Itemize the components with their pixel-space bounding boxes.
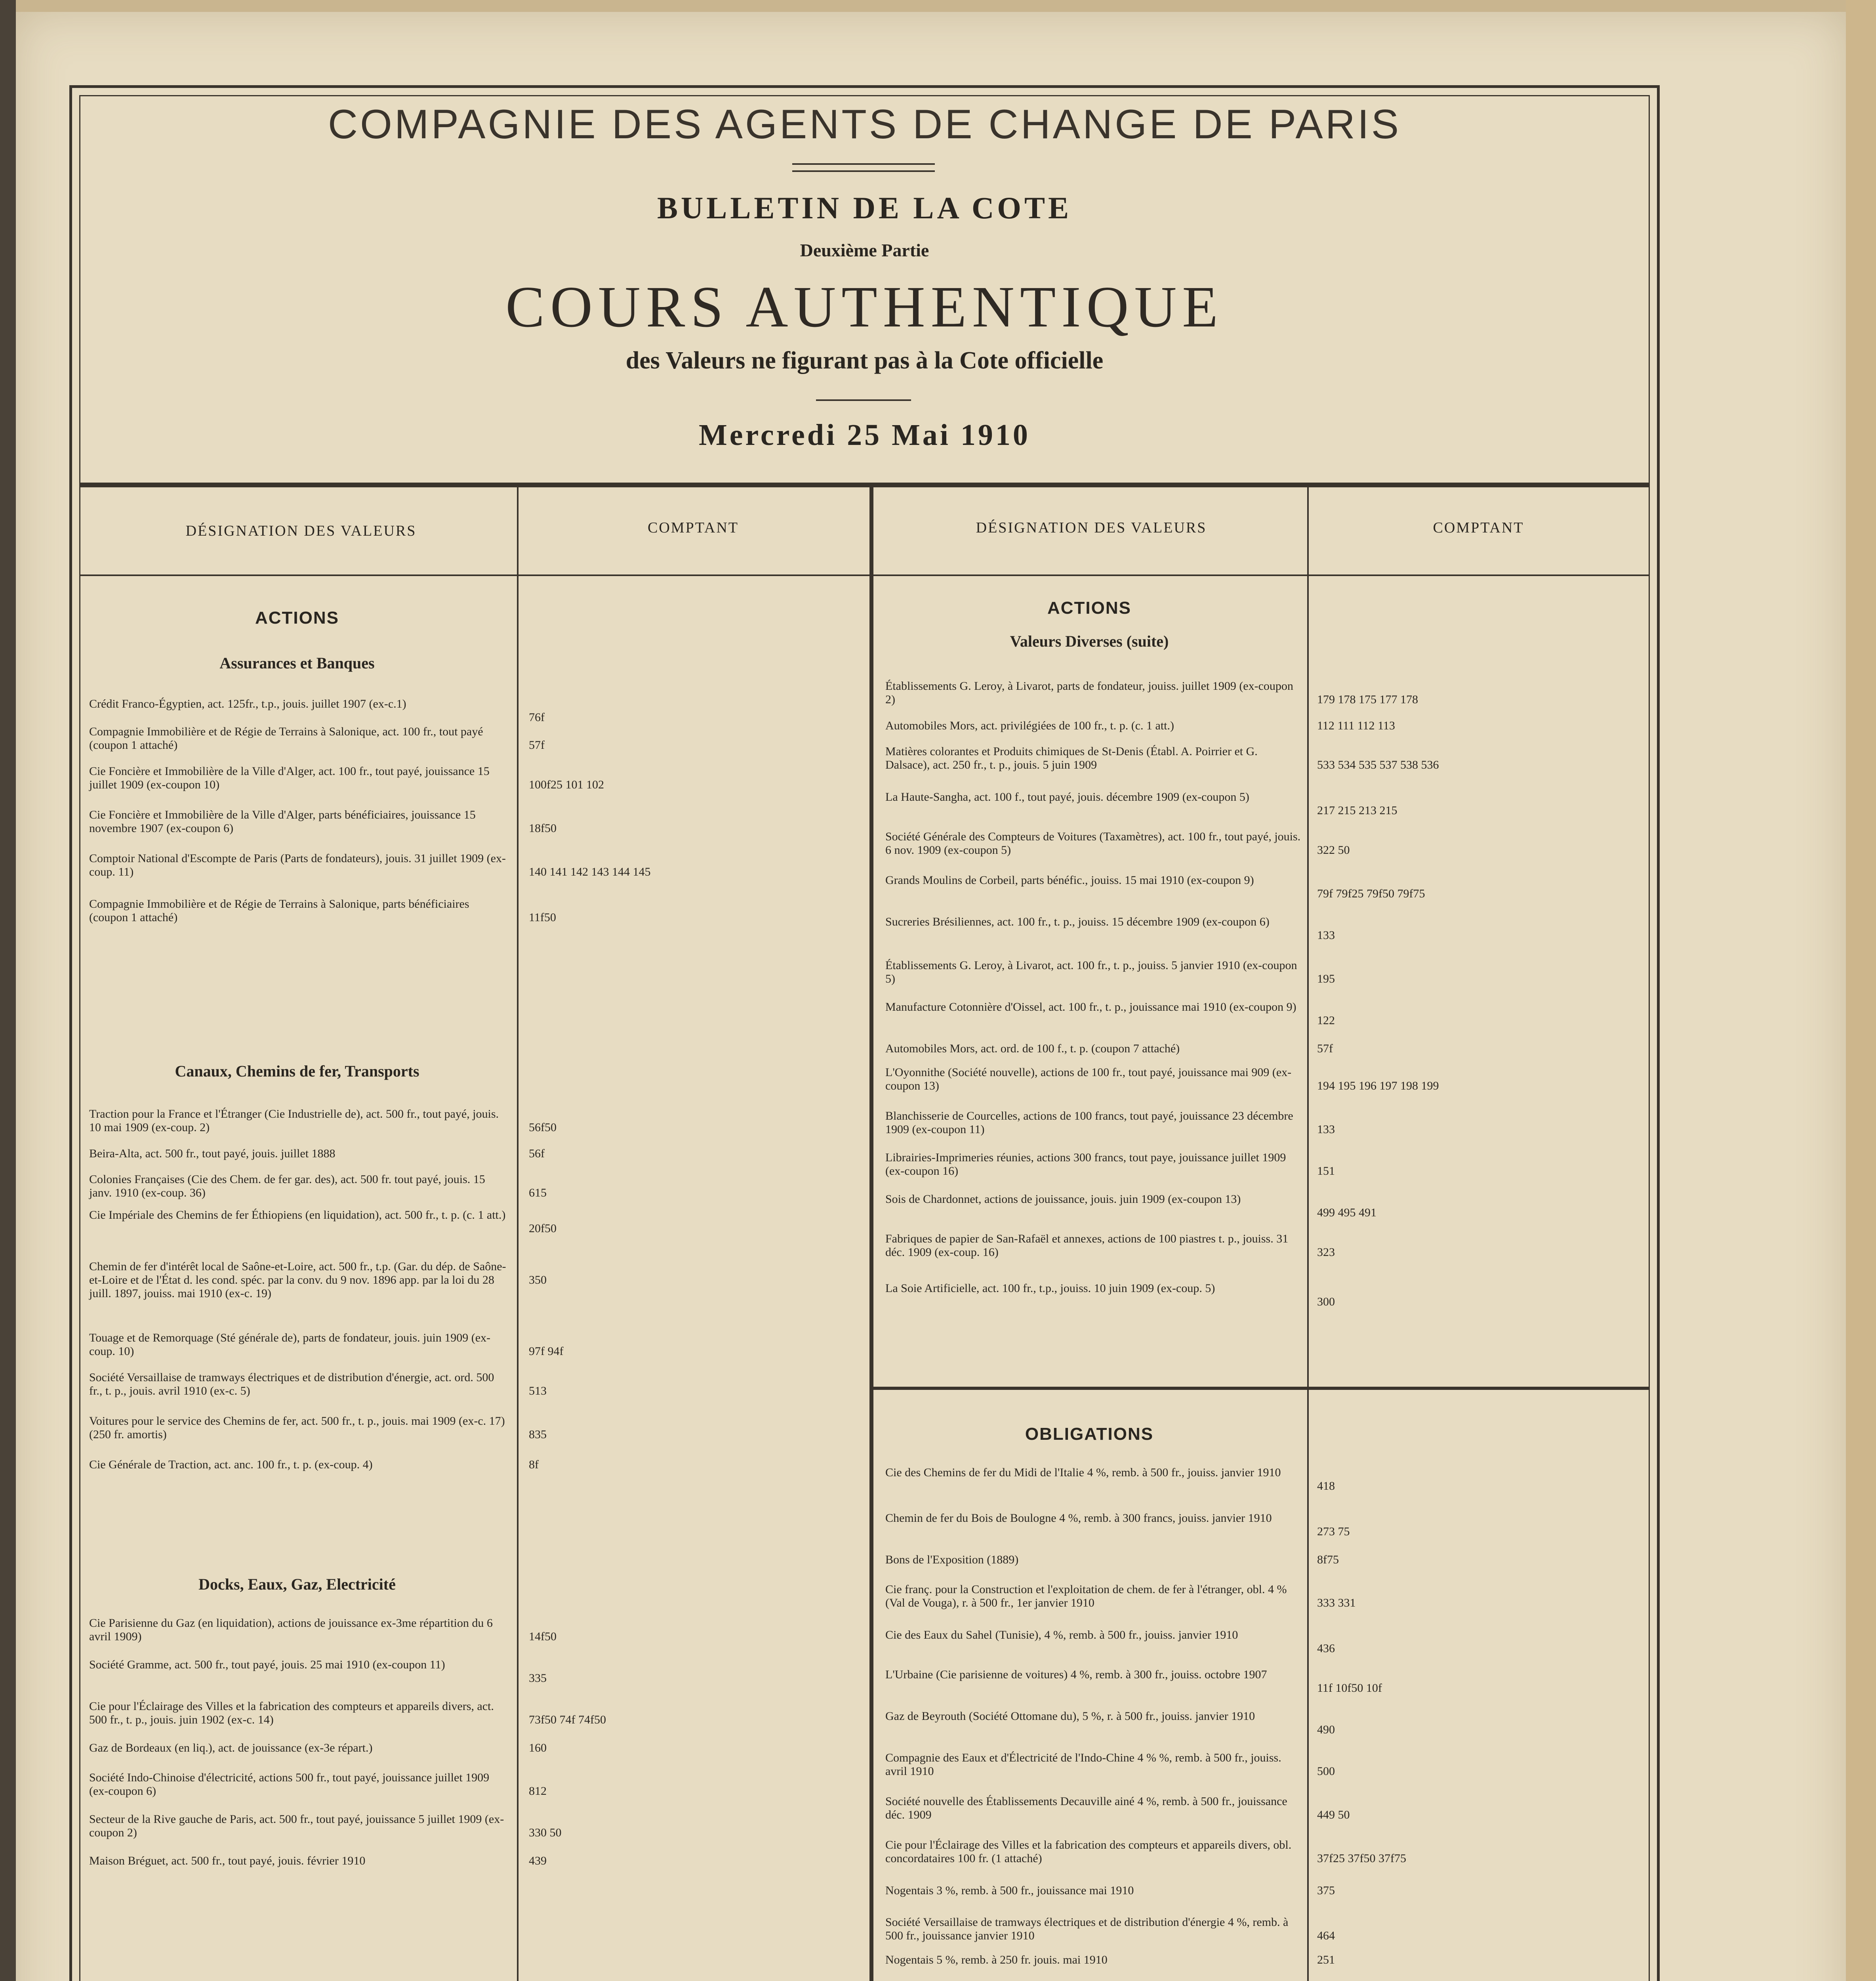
- section-title-canaux: Canaux, Chemins de fer, Transports: [175, 1062, 419, 1080]
- list-item: Établissements G. Leroy, à Livarot, parts de fondateur, jouiss. juillet 1909 (ex-coupon 2): [885, 679, 1293, 706]
- list-item: Nogentais 3 %, remb. à 500 fr., jouissance mai 1910: [885, 1884, 1134, 1897]
- price-value: 323: [1317, 1246, 1335, 1259]
- list-item: Crédit Franco-Égyptien, act. 125fr., t.p., jouis. juillet 1907 (ex-c.1): [89, 697, 406, 710]
- price-value: 449 50: [1317, 1808, 1350, 1821]
- price-value: 330 50: [529, 1826, 562, 1839]
- list-item: Gaz de Beyrouth (Société Ottomane du), 5 %, r. à 500 fr., jouiss. janvier 1910: [885, 1710, 1255, 1723]
- price-value: 300: [1317, 1295, 1335, 1308]
- price-value: 273 75: [1317, 1525, 1350, 1538]
- price-value: 18f50: [529, 822, 557, 835]
- list-item: L'Oyonnithe (Société nouvelle), actions de 100 fr., tout payé, jouissance mai 909 (ex-coupon 13): [885, 1066, 1292, 1092]
- price-value: 499 495 491: [1317, 1206, 1376, 1219]
- list-item: Cie pour l'Éclairage des Villes et la fabrication des compteurs et appareils divers, act. 500 fr., t. p., jouis. juin 1902 (ex-c. 14): [89, 1700, 494, 1726]
- column-header-rule: [79, 574, 1650, 576]
- list-item: Chemin de fer d'intérêt local de Saône-et-Loire, act. 500 fr., t.p. (Gar. du dép. de Saône-et-Loire et de l'État d. les cond. spéc. par la conv. du 9 nov. 1896 app. par la loi du 28 juill. 1897, jouiss. mai 1910 (ex-c. 19): [89, 1260, 506, 1300]
- price-value: 490: [1317, 1723, 1335, 1736]
- price-value: 56f: [529, 1147, 545, 1160]
- price-value: 133: [1317, 929, 1335, 942]
- price-value: 439: [529, 1854, 547, 1867]
- list-item: Blanchisserie de Courcelles, actions de 100 francs, tout payé, jouissance 23 décembre 1909 (ex-coupon 11): [885, 1109, 1293, 1136]
- price-value: 133: [1317, 1123, 1335, 1136]
- list-item: L'Urbaine (Cie parisienne de voitures) 4 %, remb. à 300 fr., jouiss. octobre 1907: [885, 1668, 1267, 1681]
- list-item: Manufacture Cotonnière d'Oissel, act. 100 fr., t. p., jouissance mai 1910 (ex-coupon 9): [885, 1000, 1296, 1013]
- list-item: La Haute-Sangha, act. 100 f., tout payé, jouis. décembre 1909 (ex-coupon 5): [885, 790, 1249, 803]
- price-value: 57f: [529, 739, 545, 752]
- list-item: Société Gramme, act. 500 fr., tout payé, jouis. 25 mai 1910 (ex-coupon 11): [89, 1658, 445, 1671]
- list-item: Automobiles Mors, act. privilégiées de 100 fr., t. p. (c. 1 att.): [885, 719, 1174, 732]
- list-item: Cie pour l'Éclairage des Villes et la fabrication des compteurs et appareils divers, obl. concordataires 100 fr. (1 attaché): [885, 1838, 1292, 1865]
- page-subtitle: des Valeurs ne figurant pas à la Cote officielle: [625, 347, 1104, 374]
- ornament-rule: [792, 163, 935, 172]
- left-comptant-header: COMPTANT: [648, 519, 739, 536]
- list-item: Automobiles Mors, act. ord. de 100 f., t. p. (coupon 7 attaché): [885, 1042, 1180, 1055]
- price-value: 100f25 101 102: [529, 778, 604, 791]
- price-value: 160: [529, 1741, 547, 1754]
- price-value: 8f: [529, 1458, 539, 1471]
- list-item: Cie franç. pour la Construction et l'exploitation de chem. de fer à l'étranger, obl. 4 % (Val de Vouga), r. à 500 fr., 1er janvier 1910: [885, 1583, 1287, 1609]
- price-value: 195: [1317, 972, 1335, 985]
- list-item: Cie Foncière et Immobilière de la Ville d'Alger, act. 100 fr., tout payé, jouissance 15 juillet 1909 (ex-coupon 10): [89, 765, 490, 791]
- price-value: 322 50: [1317, 844, 1350, 857]
- list-item: Librairies-Imprimeries réunies, actions 300 francs, tout paye, jouissance juillet 1909 (ex-coupon 16): [885, 1151, 1286, 1178]
- price-value: 500: [1317, 1765, 1335, 1778]
- section-title-actions: ACTIONS: [255, 608, 339, 628]
- table-top-rule: [79, 483, 1650, 487]
- price-value: 56f50: [529, 1121, 557, 1134]
- page-title: COURS AUTHENTIQUE: [505, 275, 1224, 340]
- price-value: 122: [1317, 1014, 1335, 1027]
- list-item: La Soie Artificielle, act. 100 fr., t.p., jouiss. 10 juin 1909 (ex-coup. 5): [885, 1282, 1215, 1295]
- list-item: Voitures pour le service des Chemins de fer, act. 500 fr., t. p., jouis. mai 1909 (ex-c. 17) (250 fr. amortis): [89, 1414, 505, 1441]
- price-value: 251: [1317, 1953, 1335, 1966]
- binding-edge: [0, 0, 16, 1981]
- ornament-rule-small: [816, 399, 911, 401]
- price-value: 79f 79f25 79f50 79f75: [1317, 887, 1425, 900]
- price-value: 76f: [529, 711, 545, 724]
- company-name: COMPAGNIE DES AGENTS DE CHANGE DE PARIS: [328, 101, 1401, 147]
- section-title-obligations: OBLIGATIONS: [1025, 1424, 1154, 1444]
- list-item: Cie Parisienne du Gaz (en liquidation), actions de jouissance ex-3me répartition du 6 avril 1909): [89, 1616, 493, 1643]
- page-edge: [1846, 0, 1876, 1981]
- list-item: Grands Moulins de Corbeil, parts bénéfic., jouiss. 15 mai 1910 (ex-coupon 9): [885, 874, 1254, 887]
- price-value: 57f: [1317, 1042, 1333, 1055]
- list-item: Compagnie des Eaux et d'Électricité de l'Indo-Chine 4 % %, remb. à 500 fr., jouiss. avril 1910: [885, 1751, 1281, 1778]
- price-value: 8f75: [1317, 1553, 1339, 1566]
- bulletin-date: Mercredi 25 Mai 1910: [699, 418, 1030, 452]
- price-value: 11f50: [529, 911, 556, 924]
- list-item: Nogentais 5 %, remb. à 250 fr. jouis. mai 1910: [885, 1953, 1108, 1966]
- list-item: Société Versaillaise de tramways électriques et de distribution d'énergie, act. ord. 500 fr., t. p., jouis. avril 1910 (ex-c. 5): [89, 1371, 494, 1397]
- inner-frame: [79, 95, 1650, 1981]
- price-value: 179 178 175 177 178: [1317, 693, 1418, 706]
- list-item: Beira-Alta, act. 500 fr., tout payé, jouis. juillet 1888: [89, 1147, 336, 1160]
- list-item: Colonies Françaises (Cie des Chem. de fer gar. des), act. 500 fr. tout payé, jouis. 15 janv. 1910 (ex-coup. 36): [89, 1173, 485, 1199]
- price-value: 14f50: [529, 1630, 557, 1643]
- price-value: 812: [529, 1784, 547, 1798]
- bulletin-title: BULLETIN DE LA COTE: [657, 191, 1072, 225]
- price-value: 11f 10f50 10f: [1317, 1681, 1382, 1695]
- partie-label: Deuxième Partie: [800, 240, 929, 260]
- price-value: 335: [529, 1672, 547, 1685]
- list-item: Société Versaillaise de tramways électriques et de distribution d'énergie 4 %, remb. à 500 fr., jouissance janvier 1910: [885, 1916, 1289, 1942]
- list-item: Cie Générale de Traction, act. anc. 100 fr., t. p. (ex-coup. 4): [89, 1458, 373, 1471]
- price-value: 615: [529, 1186, 547, 1199]
- price-value: 333 331: [1317, 1596, 1356, 1609]
- left-designation-header: DÉSIGNATION DES VALEURS: [185, 523, 417, 539]
- list-item: Société nouvelle des Établissements Decauville ainé 4 %, remb. à 500 fr., jouissance déc. 1909: [885, 1795, 1287, 1821]
- list-item: Secteur de la Rive gauche de Paris, act. 500 fr., tout payé, jouissance 5 juillet 1909 (ex-coupon 2): [89, 1813, 504, 1839]
- list-item: Maison Bréguet, act. 500 fr., tout payé, jouis. février 1910: [89, 1854, 366, 1867]
- right-designation-header: DÉSIGNATION DES VALEURS: [976, 519, 1207, 536]
- list-item: Touage et de Remorquage (Sté générale de), parts de fondateur, jouis. juin 1909 (ex-coup. 10): [89, 1331, 491, 1358]
- right-comptant-header: COMPTANT: [1433, 519, 1524, 536]
- list-item: Cie des Eaux du Sahel (Tunisie), 4 %, remb. à 500 fr., jouiss. janvier 1910: [885, 1628, 1238, 1641]
- list-item: Compagnie Immobilière et de Régie de Terrains à Salonique, parts bénéficiaires (coupon 1 attaché): [89, 897, 469, 924]
- price-value: 37f25 37f50 37f75: [1317, 1852, 1406, 1865]
- list-item: Sois de Chardonnet, actions de jouissance, jouis. juin 1909 (ex-coupon 13): [885, 1193, 1241, 1206]
- price-value: 436: [1317, 1642, 1335, 1655]
- price-value: 194 195 196 197 198 199: [1317, 1079, 1439, 1092]
- price-value: 418: [1317, 1479, 1335, 1492]
- price-value: 20f50: [529, 1222, 557, 1235]
- price-value: 835: [529, 1428, 547, 1441]
- price-value: 112 111 112 113: [1317, 719, 1395, 732]
- list-item: Bons de l'Exposition (1889): [885, 1553, 1019, 1566]
- price-value: 533 534 535 537 538 536: [1317, 758, 1439, 771]
- price-value: 217 215 213 215: [1317, 804, 1397, 817]
- section-title-docks: Docks, Eaux, Gaz, Electricité: [198, 1575, 396, 1593]
- list-item: Chemin de fer du Bois de Boulogne 4 %, remb. à 300 francs, jouiss. janvier 1910: [885, 1512, 1272, 1525]
- section-title-actions-right: ACTIONS: [1047, 598, 1131, 618]
- list-item: Traction pour la France et l'Étranger (Cie Industrielle de), act. 500 fr., tout payé, jouis. 10 mai 1909 (ex-coup. 2): [89, 1107, 499, 1134]
- right-price-divider: [1307, 487, 1309, 1981]
- left-price-divider: [517, 487, 519, 1981]
- section-title-assurances: Assurances et Banques: [219, 654, 375, 672]
- list-item: Société Générale des Compteurs de Voitures (Taxamètres), act. 100 fr., tout payé, jouis. 6 nov. 1909 (ex-coupon 5): [885, 830, 1301, 857]
- price-value: 464: [1317, 1929, 1335, 1942]
- list-item: Cie des Chemins de fer du Midi de l'Italie 4 %, remb. à 500 fr., jouiss. janvier 1910: [885, 1466, 1281, 1479]
- price-value: 97f 94f: [529, 1345, 564, 1358]
- price-value: 513: [529, 1384, 547, 1397]
- price-value: 73f50 74f 74f50: [529, 1713, 606, 1726]
- list-item: Cie Impériale des Chemins de fer Éthiopiens (en liquidation), act. 500 fr., t. p. (c. 1 att.): [89, 1208, 506, 1221]
- list-item: Matières colorantes et Produits chimiques de St-Denis (Établ. A. Poirrier et G. Dalsace), act. 250 fr., t. p., jouis. 5 juin 1909: [885, 745, 1258, 771]
- price-value: 350: [529, 1273, 547, 1286]
- list-item: Société Indo-Chinoise d'électricité, actions 500 fr., tout payé, jouissance juillet 1909 (ex-coupon 6): [89, 1771, 490, 1798]
- price-value: 375: [1317, 1884, 1335, 1897]
- list-item: Comptoir National d'Escompte de Paris (Parts de fondateurs), jouis. 31 juillet 1909 (ex-coup. 11): [89, 852, 506, 878]
- list-item: Compagnie Immobilière et de Régie de Terrains à Salonique, act. 100 fr., tout payé (coupon 1 attaché): [89, 725, 483, 752]
- list-item: Établissements G. Leroy, à Livarot, act. 100 fr., t. p., jouiss. 5 janvier 1910 (ex-coupon 5): [885, 959, 1297, 985]
- center-divider: [869, 487, 873, 1981]
- obligations-rule: [873, 1387, 1650, 1390]
- price-value: 140 141 142 143 144 145: [529, 865, 651, 878]
- list-item: Sucreries Brésiliennes, act. 100 fr., t. p., jouiss. 15 décembre 1909 (ex-coupon 6): [885, 915, 1270, 928]
- list-item: Gaz de Bordeaux (en liq.), act. de jouissance (ex-3e répart.): [89, 1741, 373, 1754]
- price-value: 151: [1317, 1164, 1335, 1178]
- list-item: Cie Foncière et Immobilière de la Ville d'Alger, parts bénéficiaires, jouissance 15 novembre 1907 (ex-coupon 6): [89, 808, 476, 835]
- section-title-diverses-suite: Valeurs Diverses (suite): [1010, 632, 1169, 650]
- list-item: Fabriques de papier de San-Rafaël et annexes, actions de 100 piastres t. p., jouiss. 31 déc. 1909 (ex-coup. 16): [885, 1232, 1289, 1259]
